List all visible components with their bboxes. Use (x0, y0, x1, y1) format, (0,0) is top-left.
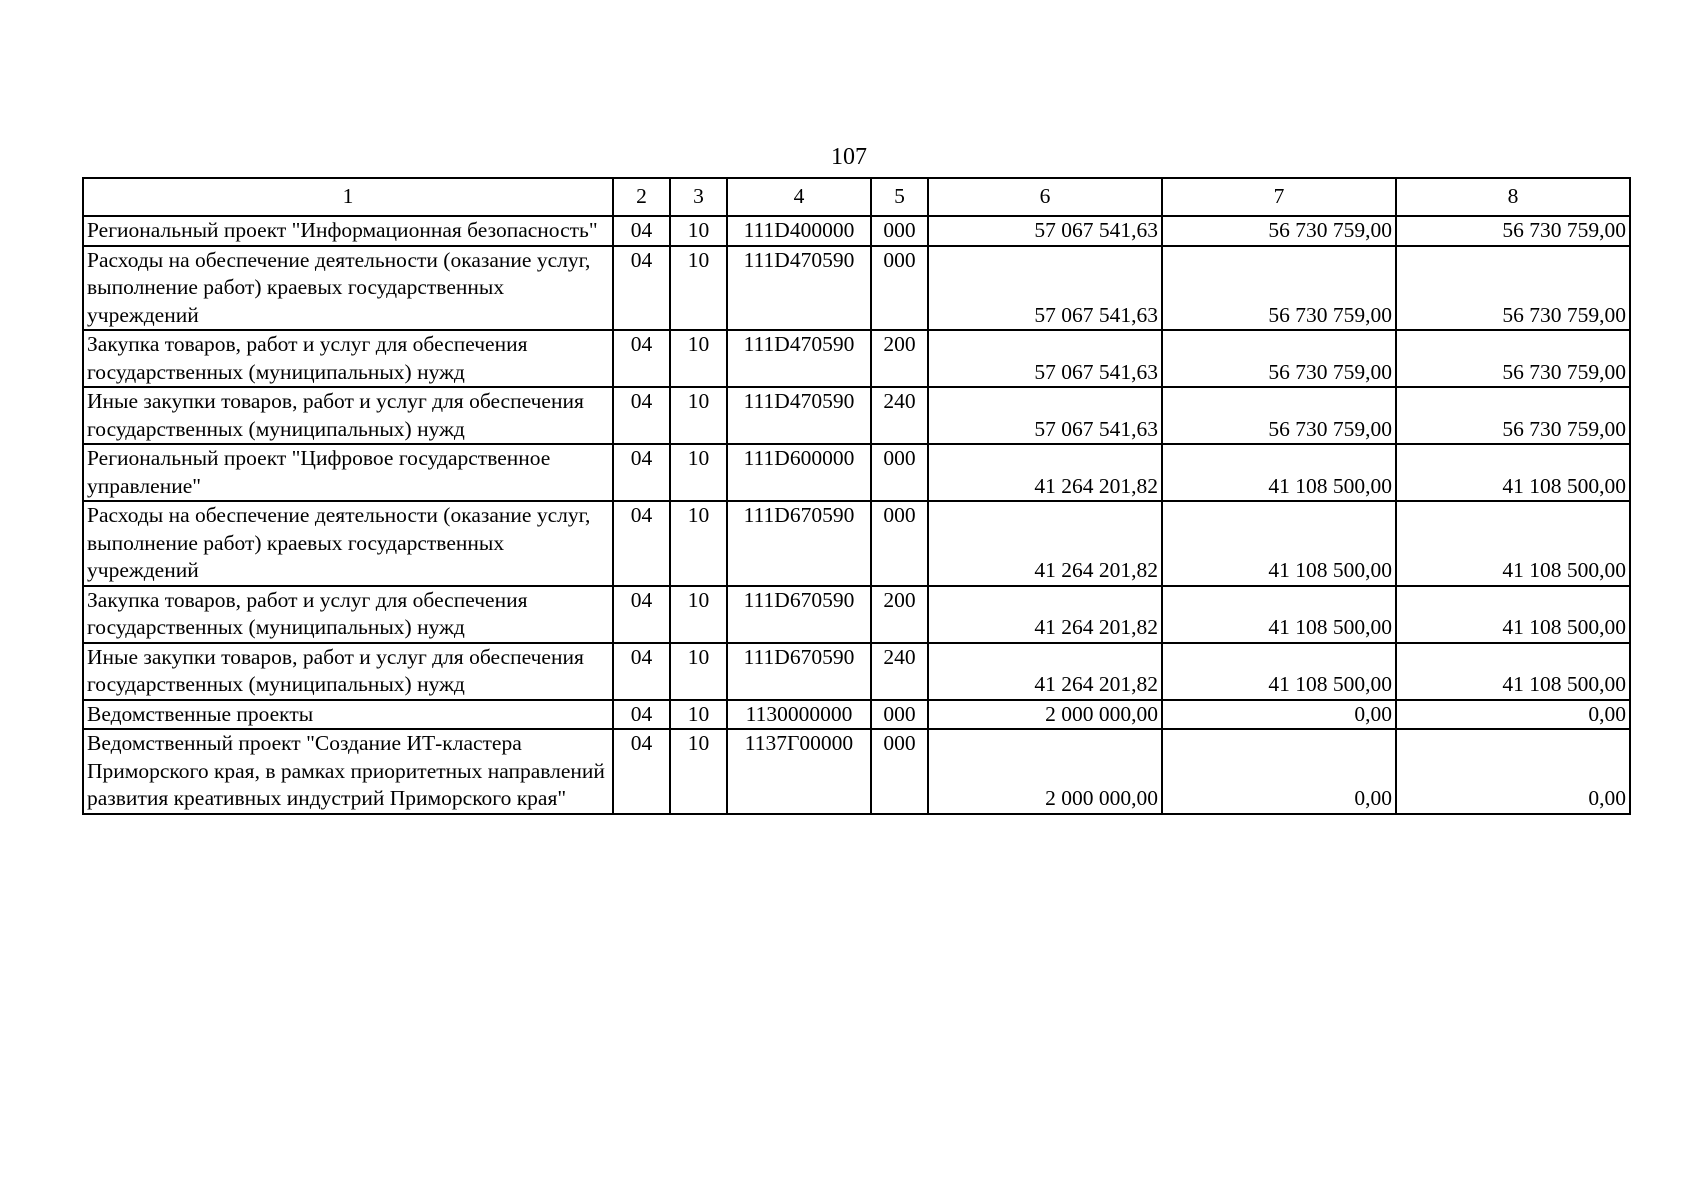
subsection-code: 10 (670, 387, 727, 444)
amount-col7: 56 730 759,00 (1162, 246, 1396, 331)
row-description: Закупка товаров, работ и услуг для обеспечения государственных (муниципальных) нужд (83, 586, 613, 643)
section-code: 04 (613, 700, 670, 730)
row-description: Расходы на обеспечение деятельности (оказание услуг, выполнение работ) краевых государственных учреждений (83, 501, 613, 586)
section-code: 04 (613, 501, 670, 586)
table-row (83, 444, 1630, 501)
row-description: Иные закупки товаров, работ и услуг для обеспечения государственных (муниципальных) нужд (83, 387, 613, 444)
expense-type-code: 200 (871, 586, 928, 643)
row-description: Ведомственный проект "Создание ИТ-кластера Приморского края, в рамках приоритетных направлений развития креативных индустрий Приморского края" (83, 729, 613, 814)
amount-col6: 57 067 541,63 (928, 216, 1162, 246)
expense-type-code: 000 (871, 501, 928, 586)
row-description: Закупка товаров, работ и услуг для обеспечения государственных (муниципальных) нужд (83, 330, 613, 387)
amount-col7: 41 108 500,00 (1162, 586, 1396, 643)
column-header: 7 (1162, 178, 1396, 216)
column-header: 8 (1396, 178, 1630, 216)
subsection-code: 10 (670, 501, 727, 586)
amount-col6: 41 264 201,82 (928, 501, 1162, 586)
expense-type-code: 000 (871, 729, 928, 814)
table-header-row (83, 178, 1630, 216)
expense-type-code: 240 (871, 387, 928, 444)
section-code: 04 (613, 246, 670, 331)
amount-col8: 0,00 (1396, 700, 1630, 730)
column-header: 6 (928, 178, 1162, 216)
amount-col8: 41 108 500,00 (1396, 586, 1630, 643)
amount-col8: 0,00 (1396, 729, 1630, 814)
amount-col8: 56 730 759,00 (1396, 330, 1630, 387)
amount-col7: 56 730 759,00 (1162, 216, 1396, 246)
column-header: 3 (670, 178, 727, 216)
row-description: Расходы на обеспечение деятельности (оказание услуг, выполнение работ) краевых государственных учреждений (83, 246, 613, 331)
target-article-code: 111D470590 (727, 246, 871, 331)
row-description: Ведомственные проекты (83, 700, 613, 730)
target-article-code: 111D400000 (727, 216, 871, 246)
amount-col6: 57 067 541,63 (928, 387, 1162, 444)
expense-type-code: 240 (871, 643, 928, 700)
amount-col8: 56 730 759,00 (1396, 246, 1630, 331)
section-code: 04 (613, 387, 670, 444)
amount-col8: 41 108 500,00 (1396, 501, 1630, 586)
amount-col8: 56 730 759,00 (1396, 216, 1630, 246)
subsection-code: 10 (670, 700, 727, 730)
amount-col6: 57 067 541,63 (928, 330, 1162, 387)
table-row (83, 729, 1630, 814)
amount-col6: 41 264 201,82 (928, 586, 1162, 643)
amount-col7: 56 730 759,00 (1162, 387, 1396, 444)
target-article-code: 111D470590 (727, 387, 871, 444)
subsection-code: 10 (670, 729, 727, 814)
amount-col7: 41 108 500,00 (1162, 643, 1396, 700)
page-number: 107 (831, 144, 867, 170)
row-description: Региональный проект "Цифровое государственное управление" (83, 444, 613, 501)
amount-col7: 0,00 (1162, 729, 1396, 814)
expense-type-code: 000 (871, 216, 928, 246)
table-row (83, 700, 1630, 730)
amount-col8: 41 108 500,00 (1396, 444, 1630, 501)
section-code: 04 (613, 216, 670, 246)
amount-col7: 0,00 (1162, 700, 1396, 730)
column-header: 1 (83, 178, 613, 216)
table-row (83, 246, 1630, 331)
target-article-code: 1130000000 (727, 700, 871, 730)
target-article-code: 111D600000 (727, 444, 871, 501)
subsection-code: 10 (670, 643, 727, 700)
subsection-code: 10 (670, 330, 727, 387)
subsection-code: 10 (670, 586, 727, 643)
section-code: 04 (613, 729, 670, 814)
table-row (83, 216, 1630, 246)
target-article-code: 111D470590 (727, 330, 871, 387)
subsection-code: 10 (670, 444, 727, 501)
amount-col6: 57 067 541,63 (928, 246, 1162, 331)
table-row (83, 330, 1630, 387)
section-code: 04 (613, 444, 670, 501)
section-code: 04 (613, 586, 670, 643)
amount-col7: 41 108 500,00 (1162, 444, 1396, 501)
section-code: 04 (613, 643, 670, 700)
budget-table (82, 177, 1631, 815)
row-description: Иные закупки товаров, работ и услуг для обеспечения государственных (муниципальных) нужд (83, 643, 613, 700)
expense-type-code: 000 (871, 246, 928, 331)
amount-col6: 2 000 000,00 (928, 700, 1162, 730)
target-article-code: 111D670590 (727, 501, 871, 586)
column-header: 5 (871, 178, 928, 216)
table-row (83, 586, 1630, 643)
target-article-code: 1137Г00000 (727, 729, 871, 814)
expense-type-code: 000 (871, 444, 928, 501)
expense-type-code: 200 (871, 330, 928, 387)
subsection-code: 10 (670, 246, 727, 331)
amount-col6: 2 000 000,00 (928, 729, 1162, 814)
table-row (83, 387, 1630, 444)
section-code: 04 (613, 330, 670, 387)
column-header: 4 (727, 178, 871, 216)
column-header: 2 (613, 178, 670, 216)
amount-col6: 41 264 201,82 (928, 643, 1162, 700)
amount-col7: 41 108 500,00 (1162, 501, 1396, 586)
amount-col8: 41 108 500,00 (1396, 643, 1630, 700)
expense-type-code: 000 (871, 700, 928, 730)
amount-col8: 56 730 759,00 (1396, 387, 1630, 444)
target-article-code: 111D670590 (727, 586, 871, 643)
target-article-code: 111D670590 (727, 643, 871, 700)
subsection-code: 10 (670, 216, 727, 246)
amount-col6: 41 264 201,82 (928, 444, 1162, 501)
table-row (83, 501, 1630, 586)
amount-col7: 56 730 759,00 (1162, 330, 1396, 387)
row-description: Региональный проект "Информационная безопасность" (83, 216, 613, 246)
table-row (83, 643, 1630, 700)
